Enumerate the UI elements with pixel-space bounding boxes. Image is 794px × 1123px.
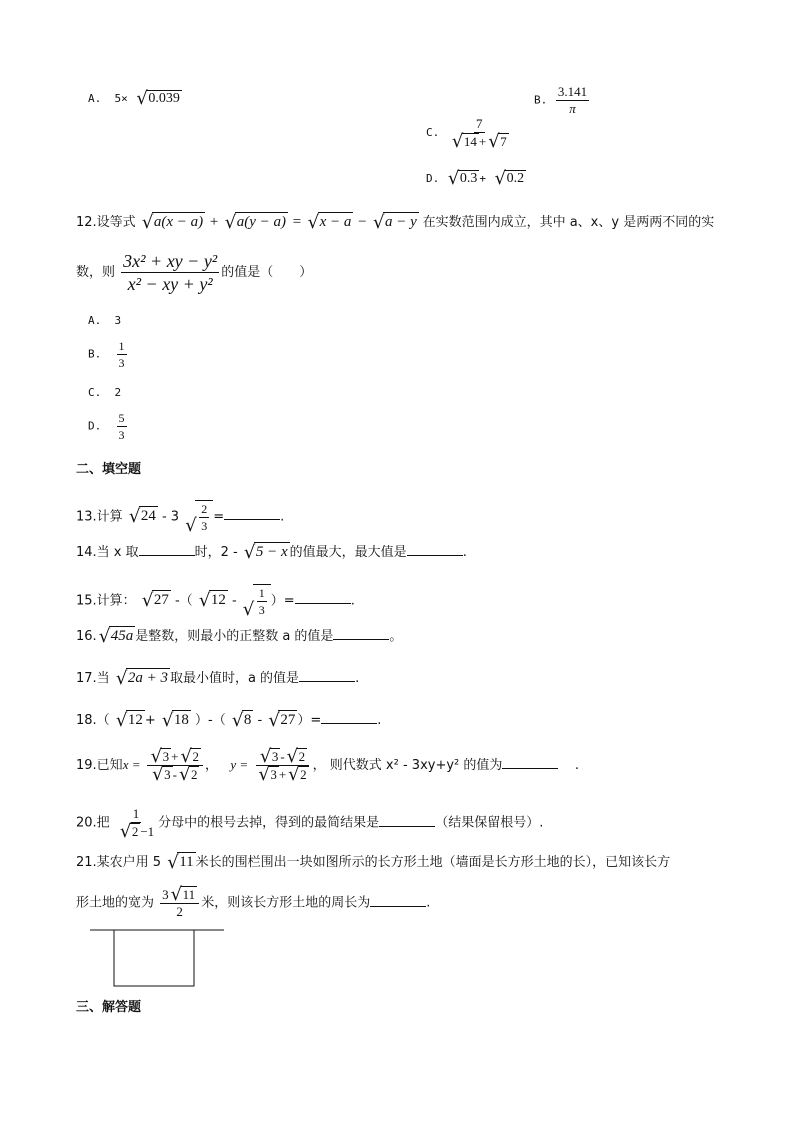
q11-option-b: B. $\frac{3.141}{\pi}$ xyxy=(534,84,588,116)
section-fill-in-title: 二、填空题 xyxy=(76,462,142,477)
q17: 17.当 √ 2a + 3 取最小值时，a 的值是 . xyxy=(76,668,359,688)
q16: 16.√ 45a 是整数，则最小的正整数 a 的值是 。 xyxy=(76,626,402,646)
q12-line1: 12.设等式 √ a(x − a) + √ a(y − a) = √ x − a − √ a − y 在实数范围内成立，其中 a、x、y 是两两不同的实 xyxy=(76,212,714,232)
q12-option-c: C. 2 xyxy=(88,386,122,399)
q16-answer-blank[interactable] xyxy=(333,627,389,640)
q21-line2: 形土地的宽为 $\frac{3√ 11}{2}$ 米，则该长方形土地的周长为 . xyxy=(76,886,430,920)
q12-option-b: B. $\frac{1}{3}$ xyxy=(88,339,125,370)
q15-answer-blank[interactable] xyxy=(295,591,351,604)
q15: 15.计算： √ 27 -（ √ 12 - √ $\frac{1}{3}$ ）= . xyxy=(76,584,355,618)
q18-answer-blank[interactable] xyxy=(321,711,377,724)
q20: 20.把 1 √ 2 −1 分母中的根号去掉，得到的最简结果是 （结果保留根号）. xyxy=(76,806,543,840)
q13: 13.计算 √ 24 - 3 √ $\frac{2}{3}$ = . xyxy=(76,500,284,534)
q11-option-d: D. √ 0.3 + √ 0.2 xyxy=(426,170,526,187)
q14-blank-max[interactable] xyxy=(407,543,463,556)
q14: 14.当 x 取 时，2 - √ 5 − x 的值最大，最大值是 . xyxy=(76,542,467,562)
q14-blank-x[interactable] xyxy=(139,543,195,556)
q20-answer-blank[interactable] xyxy=(379,814,435,827)
q11-option-c: C. 7 √ 14 +√ 7 xyxy=(426,116,513,150)
q13-answer-blank[interactable] xyxy=(224,507,280,520)
wall-rectangle-figure xyxy=(88,924,228,990)
q12-option-d: D. $\frac{5}{3}$ xyxy=(88,411,125,442)
q21-answer-blank[interactable] xyxy=(370,894,426,907)
q12-option-a: A. 3 xyxy=(88,314,122,327)
q19: 19.已知x = √ 3 +√ 2 √ 3 -√ 2 ， y = √ 3 -√ 2 √ 3 +√ 2 ， 则代数式 x² - 3xy+y² 的值为 . xyxy=(76,748,579,783)
q19-answer-blank[interactable] xyxy=(502,756,558,769)
q18: 18.（ √ 12 + √ 18 ）-（ √ 8 - √ 27 ）= . xyxy=(76,710,381,730)
land-rectangle xyxy=(114,930,194,986)
q11-option-a: A. 5× √ 0.039 xyxy=(88,90,182,107)
q21-line1: 21.某农户用 5 √ 11 米长的围栏围出一块如图所示的长方形土地（墙面是长方形土地的长），已知该长方 xyxy=(76,852,670,872)
q12-line2: 数，则 $\frac{\text{3x² + xy − y²}}{\text{x² − xy + y²}}$ 的值是（ ） xyxy=(76,251,313,294)
section-answer-title: 三、解答题 xyxy=(76,1000,142,1015)
q17-answer-blank[interactable] xyxy=(299,669,355,682)
